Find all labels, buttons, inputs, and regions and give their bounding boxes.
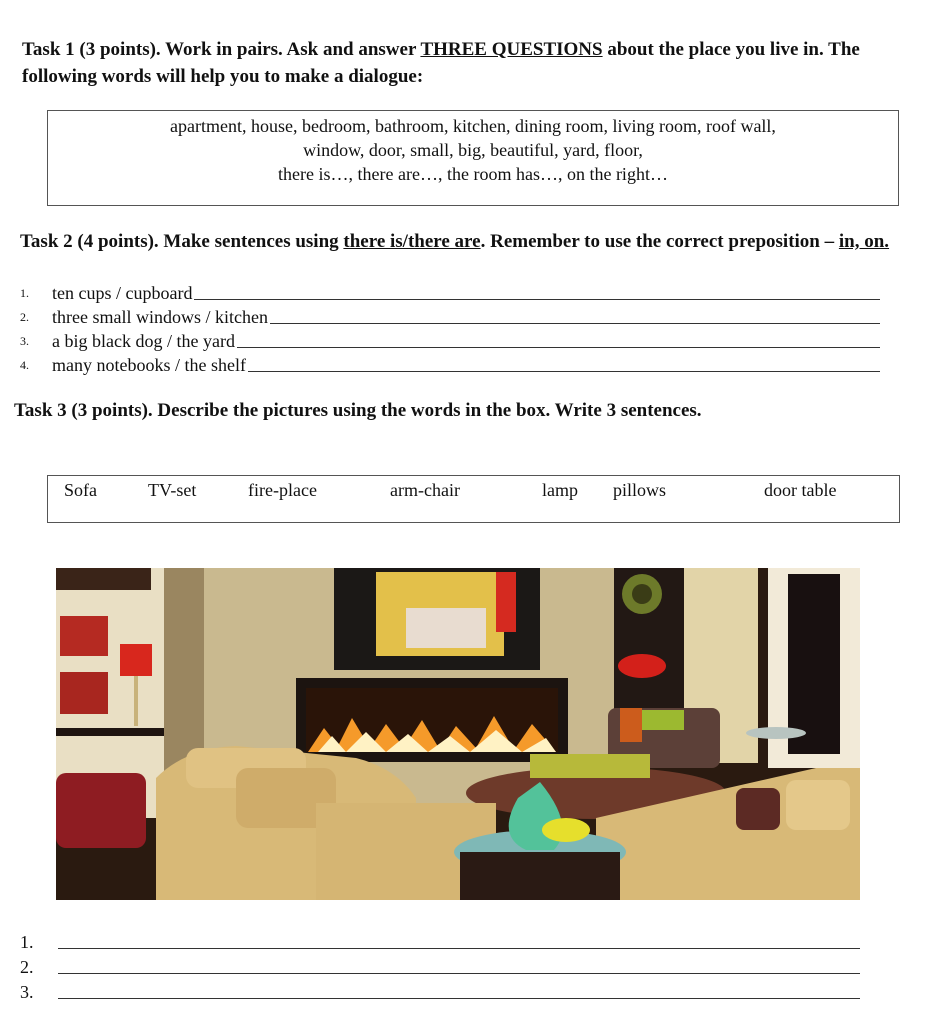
answer-line[interactable]	[194, 298, 880, 300]
word: TV-set	[148, 480, 197, 500]
list-item: 1. ten cups / cupboard	[20, 280, 880, 304]
task2-list	[20, 280, 880, 376]
task2-instructions: Task 2 (4 points). Make sentences using there is/there are. Remember to use the correct preposition – in, on.	[20, 231, 890, 252]
word-box	[47, 110, 899, 206]
word-box-line: there is…, there are…, the room has…, on the right…	[278, 164, 668, 184]
answer-row: 2.	[20, 953, 860, 978]
list-item: 4. many notebooks / the shelf	[20, 352, 880, 376]
task1-emphasis: THREE QUESTIONS	[420, 39, 603, 60]
answer-line[interactable]	[58, 948, 860, 949]
word: fire-place	[248, 480, 317, 500]
word: Sofa	[64, 480, 97, 500]
word-box-line: window, door, small, big, beautiful, yard, floor,	[303, 140, 643, 160]
task1-instructions: Task 1 (3 points). Work in pairs. Ask and answer THREE QUESTIONS about the place you live in. The following words will help you to make a dialogue:	[22, 39, 860, 87]
answer-line[interactable]	[58, 998, 860, 999]
word: pillows	[613, 480, 667, 500]
list-item: 3. a big black dog / the yard	[20, 328, 880, 352]
furniture-word-box	[47, 475, 900, 523]
task3-instructions: Task 3 (3 points). Describe the pictures using the words in the box. Write 3 sentences.	[14, 400, 702, 421]
living-room-picture	[56, 568, 860, 900]
list-item: 2. three small windows / kitchen	[20, 304, 880, 328]
answer-line[interactable]	[58, 973, 860, 974]
answer-line[interactable]	[270, 322, 880, 324]
answer-row: 3.	[20, 978, 860, 1003]
word: door table	[764, 480, 837, 500]
answer-row: 1.	[20, 928, 860, 953]
answer-lines	[20, 928, 860, 1003]
word: lamp	[542, 480, 578, 500]
answer-line[interactable]	[237, 346, 880, 348]
answer-line[interactable]	[248, 370, 880, 372]
word-box-line: apartment, house, bedroom, bathroom, kitchen, dining room, living room, roof wall,	[170, 116, 776, 136]
word: arm-chair	[390, 480, 460, 500]
